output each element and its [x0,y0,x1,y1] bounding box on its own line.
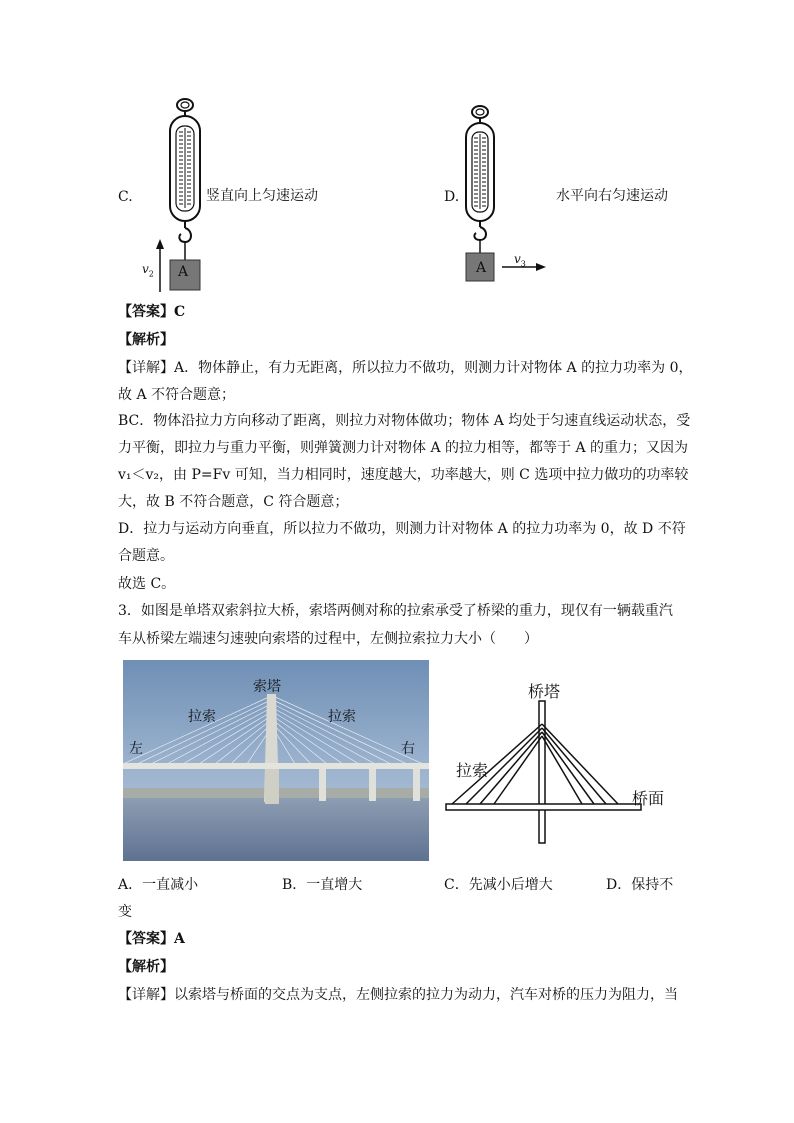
option-c-block-label: A [178,264,189,280]
q2-analysis-line: 故 A 不符合题意； [118,387,236,403]
photo-label-right: 右 [401,741,415,757]
q2-analysis-line: D．拉力与运动方向垂直，所以拉力不做功，则测力计对物体 A 的拉力功率为 0，故 D 不符 [118,521,686,537]
spring-scale-horizontal-motion-diagram [440,103,560,288]
q2-analysis-line: v₁＜v₂，由 P=Fv 可知，当力相同时，速度越大，功率越大，则 C 选项中拉力做功的功率较 [118,467,689,483]
option-c-velocity-label: $v_2$ [142,262,154,279]
q3-option-a: A．一直减小 [118,877,199,893]
option-c-letter: C. [118,189,133,205]
q2-answer: 【答案】C [118,304,186,320]
option-c-caption: 竖直向上匀速运动 [206,188,318,204]
q2-analysis-line: 合题意。 [118,548,174,564]
diagram-label-deck: 桥面 [632,789,665,808]
photo-label-left: 左 [129,741,143,757]
q3-stem-line: 3．如图是单塔双索斜拉大桥，索塔两侧对称的拉索承受了桥梁的重力，现仅有一辆载重汽 [118,603,673,619]
q2-analysis-line: 力平衡，即拉力与重力平衡，则弹簧测力计对物体 A 的拉力相等，都等于 A 的重力；又因为 [118,440,689,456]
diagram-label-tower: 桥塔 [528,682,561,701]
photo-label-tower: 索塔 [253,679,281,695]
option-d-letter: D. [444,189,460,205]
q2-conclusion: 故选 C。 [118,576,176,592]
option-d-caption: 水平向右匀速运动 [556,188,668,204]
q3-stem-line: 车从桥梁左端速匀速驶向索塔的过程中，左侧拉索拉力大小（ ） [118,631,538,647]
photo-label-cable-right: 拉索 [328,709,356,725]
q3-option-b: B．一直增大 [282,877,363,893]
q2-analysis-line: BC．物体沿拉力方向移动了距离，则拉力对物体做功；物体 A 均处于匀速直线运动状态，受 [118,413,691,429]
option-d-velocity-label: $v_3$ [514,252,526,269]
q3-answer: 【答案】A [118,931,185,947]
q3-analysis-heading: 【解析】 [118,959,174,975]
option-d-block-label: A [476,260,487,276]
q3-analysis-detail: 【详解】以索塔与桥面的交点为支点，左侧拉索的拉力为动力，汽车对桥的压力为阻力，当 [118,987,678,1003]
q3-option-d-continued: 变 [118,904,132,920]
q2-analysis-line: 【详解】A．物体静止，有力无距离，所以拉力不做功，则测力计对物体 A 的拉力功率为 0， [118,360,693,376]
q2-analysis-line: 大，故 B 不符合题意，C 符合题意； [118,494,349,510]
q3-option-d: D．保持不 [606,877,674,893]
q3-option-c: C．先减小后增大 [444,877,553,893]
diagram-label-cable: 拉索 [456,761,489,780]
photo-label-cable-left: 拉索 [188,709,216,725]
q2-analysis-heading: 【解析】 [118,332,174,348]
bridge-photo [123,660,429,861]
bridge-schematic-diagram [440,676,670,851]
